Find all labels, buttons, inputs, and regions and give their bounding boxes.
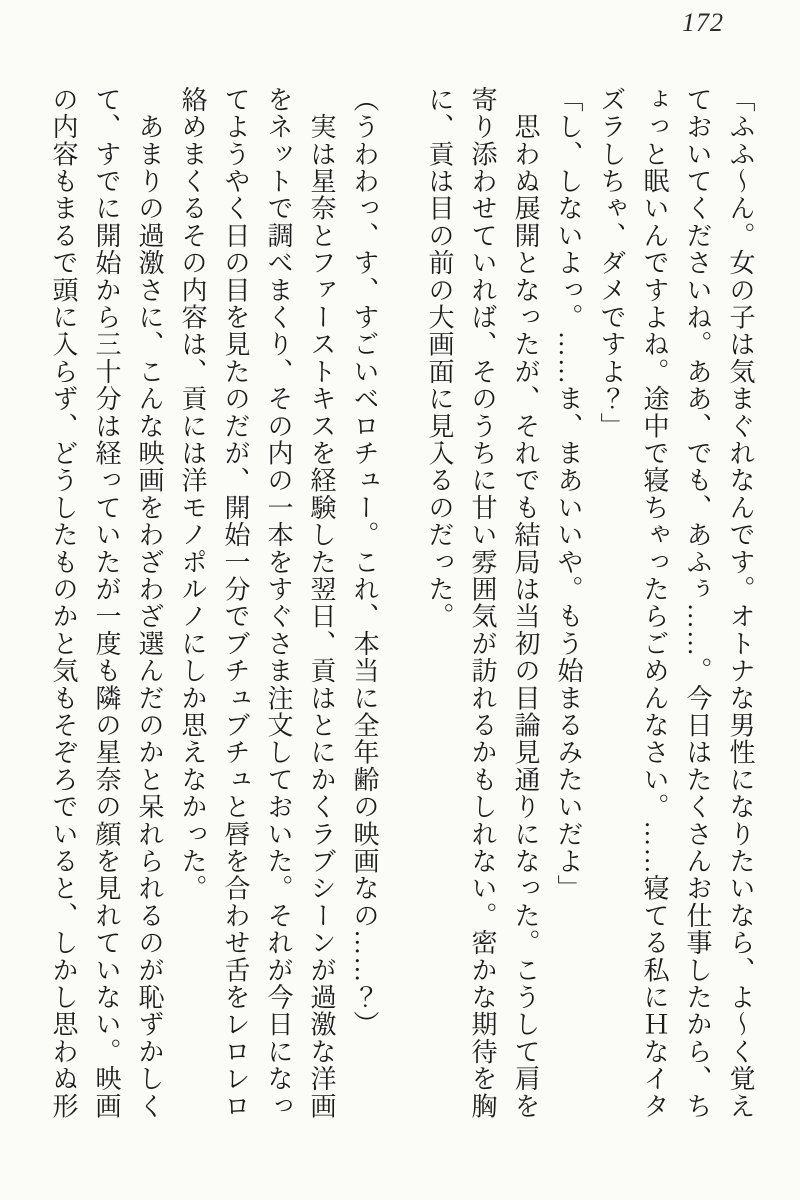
text-column: 「ふふ〜ん。女の子は気まぐれなんです。オトナな男性になりたいなら、よ〜く覚え xyxy=(726,86,755,1120)
text-column: ておいてくださいね。ああ、でも、あふぅ……。今日はたくさんお仕事したから、ち xyxy=(683,86,712,1120)
text-column: 絡めまくるその内容は、貢には洋モノポルノにしか思えなかった。 xyxy=(178,86,207,902)
text-column: 「し、しないよっ。……ま、まあいいや。もう始まるみたいだよ」 xyxy=(554,86,583,902)
vertical-text-area xyxy=(42,86,762,1130)
text-column: の内容もまるで頭に入らず、どうしたものかと気もそぞろでいると、しかし思わぬ形 xyxy=(49,86,78,1120)
text-column: て、すでに開始から三十分は経っていたが一度も隣の星奈の顔を見れていない。映画 xyxy=(92,86,121,1120)
text-column: に、貢は目の前の大画面に見入るのだった。 xyxy=(425,86,454,630)
text-column: 寄り添わせていれば、そのうちに甘い雰囲気が訪れるかもしれない。密かな期待を胸 xyxy=(468,86,497,1120)
text-column: ょっと眠いんですよね。途中で寝ちゃったらごめんなさい。……寝てる私にＨなイタ xyxy=(640,86,669,1120)
text-column: 実は星奈とファーストキスを経験した翌日、貢はとにかくラブシーンが過激な洋画 xyxy=(307,86,336,1120)
text-column: をネットで調べまくり、その内の一本をすぐさま注文しておいた。それが今日になっ xyxy=(264,86,293,1120)
text-column: 思わぬ展開となったが、それでも結局は当初の目論見通りになった。こうして肩を xyxy=(511,86,540,1120)
page-number: 172 xyxy=(682,8,724,37)
text-column: あまりの過激さに、こんな映画をわざわざ選んだのかと呆れられるのが恥ずかしく xyxy=(135,86,164,1120)
text-column: てようやく日の目を見たのだが、開始一分でブチュブチュと唇を合わせ舌をレロレロ xyxy=(221,86,250,1120)
text-column: （うわわっ、す、すごいベロチュー。これ、本当に全年齢の映画なの……？） xyxy=(350,86,379,1038)
text-column: ズラしちゃ、ダメですよ？」 xyxy=(597,86,626,440)
